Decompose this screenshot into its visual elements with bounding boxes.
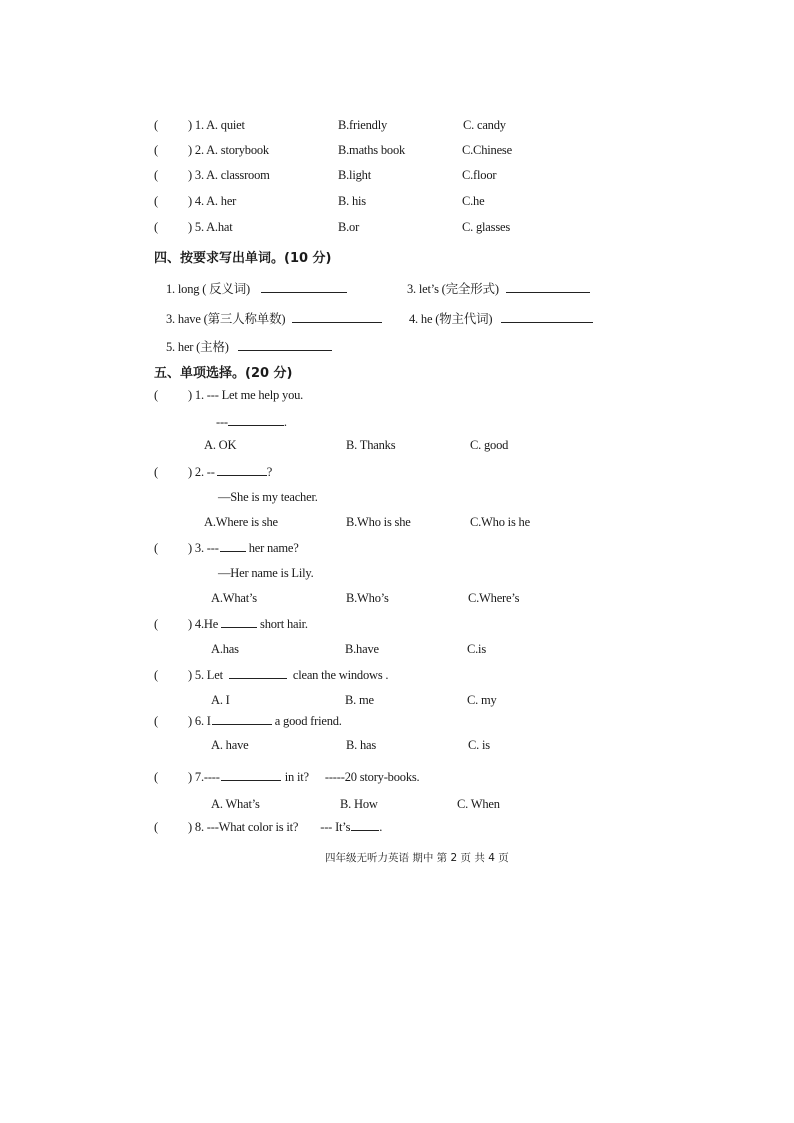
reply-text: —She is my teacher. bbox=[218, 490, 318, 504]
list-item bbox=[154, 194, 485, 209]
question-text: ) 6. I a good friend. bbox=[188, 714, 342, 728]
word-question bbox=[407, 279, 590, 297]
option-b: B.friendly bbox=[338, 118, 388, 132]
reply-line: --- . bbox=[216, 415, 287, 429]
question-text: ) 1. A. quiet bbox=[188, 118, 245, 132]
question-text: ) 2. A. storybook bbox=[188, 143, 269, 157]
section-heading: 四、按要求写出单词。(10 分) bbox=[154, 251, 332, 266]
answer-blank[interactable] bbox=[220, 541, 246, 552]
option-c: C. candy bbox=[463, 118, 506, 132]
answer-paren: ( bbox=[154, 617, 158, 631]
answer-blank[interactable] bbox=[217, 465, 267, 476]
answer-blank[interactable] bbox=[506, 282, 590, 293]
question-text: 3. let’s (完全形式) bbox=[407, 282, 499, 296]
mc-question bbox=[154, 714, 342, 729]
option-b: B.have bbox=[345, 642, 379, 656]
mc-question bbox=[154, 465, 273, 480]
option-c: C. glasses bbox=[462, 220, 511, 234]
option-c: C.Who is he bbox=[470, 515, 530, 529]
question-text: ) 8. ---What color is it? --- It’s . bbox=[188, 820, 383, 834]
options-row bbox=[211, 642, 486, 657]
option-a: A.Where is she bbox=[204, 515, 278, 529]
list-item bbox=[154, 220, 511, 235]
options-row bbox=[211, 738, 490, 753]
options-row bbox=[204, 515, 530, 530]
list-item bbox=[154, 168, 497, 183]
option-b: B.maths book bbox=[338, 143, 406, 157]
question-text: ) 3. A. classroom bbox=[188, 168, 270, 182]
question-text: ) 4. A. her bbox=[188, 194, 237, 208]
reply-text: —Her name is Lily. bbox=[218, 566, 314, 580]
option-b: B.Who’s bbox=[346, 591, 389, 605]
answer-blank[interactable] bbox=[221, 770, 281, 781]
option-b: B. has bbox=[346, 738, 377, 752]
answer-blank[interactable] bbox=[292, 312, 382, 323]
options-row bbox=[211, 693, 497, 708]
reply-text: --- bbox=[216, 415, 228, 429]
answer-paren: ( bbox=[154, 168, 158, 182]
option-c: C.floor bbox=[462, 168, 497, 182]
answer-paren: ( bbox=[154, 668, 158, 682]
options-row bbox=[204, 438, 509, 453]
answer-paren: ( bbox=[154, 388, 158, 402]
mc-question bbox=[154, 541, 299, 556]
reply-text: -----20 story-books. bbox=[324, 770, 420, 784]
answer-paren: ( bbox=[154, 820, 158, 834]
option-a: A. What’s bbox=[211, 797, 260, 811]
word-question bbox=[409, 309, 593, 327]
answer-paren: ( bbox=[154, 220, 158, 234]
option-b: B. How bbox=[340, 797, 378, 811]
list-item bbox=[154, 143, 512, 158]
option-a: A.What’s bbox=[211, 591, 257, 605]
option-b: B. his bbox=[338, 194, 366, 208]
option-b: B.or bbox=[338, 220, 360, 234]
question-text: ) 5. Let clean the windows . bbox=[188, 668, 389, 682]
option-c: C.Where’s bbox=[468, 591, 520, 605]
question-text: 1. long ( 反义词) bbox=[166, 282, 250, 296]
answer-paren: ( bbox=[154, 541, 158, 555]
question-text: ) 4.He short hair. bbox=[188, 617, 308, 631]
mc-question bbox=[154, 388, 304, 403]
option-a: A.has bbox=[211, 642, 239, 656]
option-c: C.he bbox=[462, 194, 485, 208]
question-text: 5. her (主格) bbox=[166, 340, 229, 354]
question-text: 3. have (第三人称单数) bbox=[166, 312, 286, 326]
answer-blank[interactable] bbox=[229, 668, 287, 679]
option-a: A. I bbox=[211, 693, 230, 707]
page-footer: 四年级无听力英语 期中 第 2 页 共 4 页 bbox=[325, 852, 509, 864]
answer-paren: ( bbox=[154, 194, 158, 208]
options-row bbox=[211, 591, 520, 606]
question-text: ) 3. --- her name? bbox=[188, 541, 299, 555]
mc-question bbox=[154, 617, 308, 632]
answer-blank[interactable] bbox=[238, 340, 332, 351]
answer-blank[interactable] bbox=[501, 312, 593, 323]
option-b: B. me bbox=[345, 693, 374, 707]
option-c: C.Chinese bbox=[462, 143, 512, 157]
answer-paren: ( bbox=[154, 770, 158, 784]
option-b: B.Who is she bbox=[346, 515, 411, 529]
word-question bbox=[166, 309, 382, 327]
question-text: ) 5. A.hat bbox=[188, 220, 233, 234]
list-item bbox=[154, 118, 506, 133]
option-b: B.light bbox=[338, 168, 371, 182]
option-c: C.is bbox=[467, 642, 486, 656]
option-c: C. When bbox=[457, 797, 500, 811]
answer-blank[interactable] bbox=[228, 415, 284, 426]
word-question bbox=[166, 337, 332, 355]
option-c: C. is bbox=[468, 738, 490, 752]
question-text: ) 1. --- Let me help you. bbox=[188, 388, 304, 402]
option-c: C. my bbox=[467, 693, 497, 707]
question-text: 4. he (物主代词) bbox=[409, 312, 493, 326]
mc-question bbox=[154, 668, 389, 683]
answer-paren: ( bbox=[154, 465, 158, 479]
option-a: A. have bbox=[211, 738, 249, 752]
mc-question bbox=[154, 770, 420, 785]
option-a: A. OK bbox=[204, 438, 237, 452]
answer-paren: ( bbox=[154, 714, 158, 728]
option-c: C. good bbox=[470, 438, 509, 452]
section-heading: 五、单项选择。(20 分) bbox=[154, 366, 293, 381]
question-text: ) 2. -- ? bbox=[188, 465, 273, 479]
answer-blank[interactable] bbox=[351, 820, 379, 831]
question-text: ) 7.---- in it? -----20 story-books. bbox=[188, 770, 420, 784]
answer-blank[interactable] bbox=[261, 282, 347, 293]
reply-text: --- It’s bbox=[320, 820, 351, 834]
word-question bbox=[166, 279, 347, 297]
answer-paren: ( bbox=[154, 143, 158, 157]
answer-blank[interactable] bbox=[221, 617, 257, 628]
answer-paren: ( bbox=[154, 118, 158, 132]
answer-blank[interactable] bbox=[212, 714, 272, 725]
mc-question bbox=[154, 820, 383, 835]
option-b: B. Thanks bbox=[346, 438, 396, 452]
options-row bbox=[211, 797, 500, 812]
